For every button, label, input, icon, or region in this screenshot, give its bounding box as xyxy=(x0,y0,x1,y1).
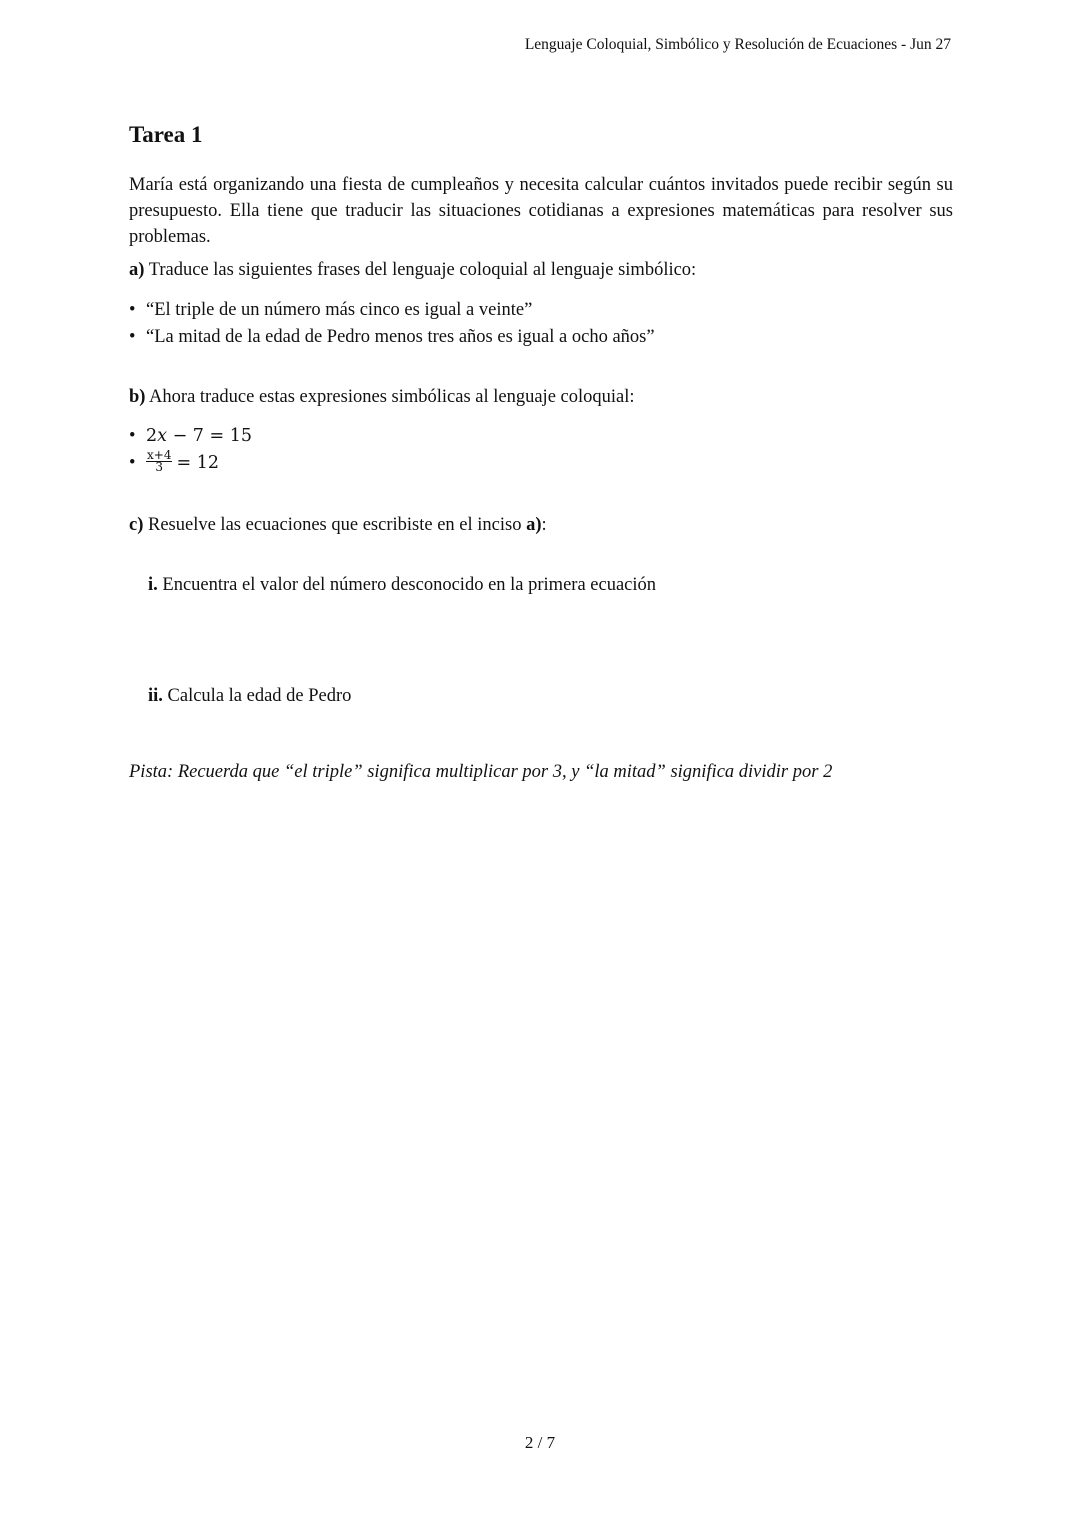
part-c-ref: a) xyxy=(526,515,542,535)
part-a-text: Traduce las siguientes frases del lenguaje coloquial al lenguaje simbólico: xyxy=(144,260,697,280)
fraction xyxy=(146,447,172,474)
sub-i-label: i. xyxy=(148,575,158,595)
part-a-label: a) xyxy=(129,260,145,280)
part-b-instruction xyxy=(129,387,635,408)
part-a-instruction xyxy=(129,260,696,281)
list-item xyxy=(129,297,655,324)
list-item xyxy=(129,423,252,450)
equation-1: 2x − 7 = 15 xyxy=(146,426,252,446)
fraction-numerator: x+4 xyxy=(147,447,172,462)
part-c-instruction: c) Resuelve las ecuaciones que escribiste en el inciso a): xyxy=(129,515,547,535)
bullet-icon: • xyxy=(129,300,136,320)
list-item xyxy=(129,324,655,351)
page-number: 2 / 7 xyxy=(524,1433,556,1452)
part-b-list xyxy=(129,423,252,476)
task-intro: María está organizando una fiesta de cumpleaños y necesita calcular cuántos invitados puede recibir según su presupuesto. Ella tiene que traducir las situaciones cotidianas a expresiones matemáticas para resolver sus problemas. xyxy=(129,175,953,247)
part-c-sub-ii: ii. Calcula la edad de Pedro xyxy=(148,686,352,706)
part-b-text: Ahora traduce estas expresiones simbólicas al lenguaje coloquial: xyxy=(145,387,635,407)
sub-ii-label: ii. xyxy=(148,686,163,706)
part-c-sub-i: i. Encuentra el valor del número desconocido en la primera ecuación xyxy=(148,575,657,595)
running-header: Lenguaje Coloquial, Simbólico y Resolución de Ecuaciones - Jun 27 xyxy=(524,36,951,53)
part-b-label: b) xyxy=(129,387,146,407)
bullet-icon: • xyxy=(129,452,136,473)
equation-2: $\frac{x+4}{3}$ = 12 xyxy=(147,447,219,474)
fraction-denominator: 3 xyxy=(155,459,164,474)
list-item-text: “El triple de un número más cinco es igual a veinte” xyxy=(146,300,533,320)
list-item xyxy=(129,447,252,477)
part-c-label: c) xyxy=(129,515,144,535)
hint-text: Pista: Recuerda que “el triple” significa multiplicar por 3, y “la mitad” significa dividir por 2 xyxy=(129,762,833,782)
bullet-icon: • xyxy=(129,426,136,446)
bullet-icon: • xyxy=(129,326,136,347)
part-a-list xyxy=(129,297,655,350)
task-title: Tarea 1 xyxy=(129,122,203,147)
list-item-text: “La mitad de la edad de Pedro menos tres años es igual a ocho años” xyxy=(146,326,655,347)
